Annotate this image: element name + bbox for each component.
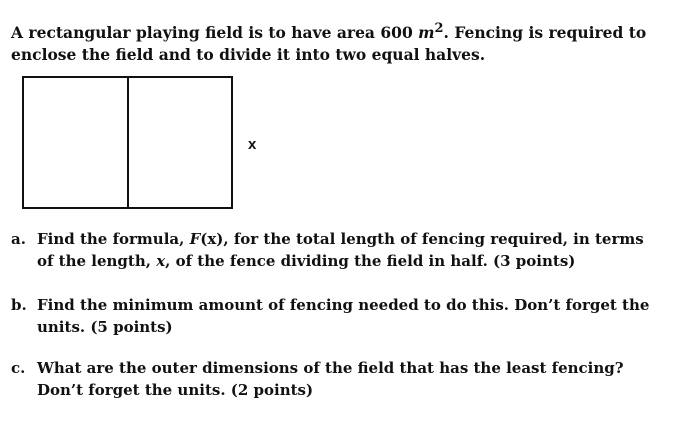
question-a-text-mid: , for the total length of fencing required, in terms of the length, xyxy=(37,230,644,270)
intro-text-end: . Fencing is required to enclose the field and to divide it into two equal halves. xyxy=(11,23,647,65)
function-argument: (x) xyxy=(200,230,224,248)
question-marker: c. xyxy=(11,359,26,377)
question-text xyxy=(37,228,651,272)
question-a-text-end: , of the fence dividing the field in half. (3 points) xyxy=(165,252,576,270)
area-value: 600 xyxy=(380,23,419,43)
question-a-text-start: Find the formula, xyxy=(37,230,190,248)
question-text: Find the minimum amount of fencing needed to do this. Don’t forget the units. (5 points) xyxy=(37,296,650,336)
question-b xyxy=(11,294,651,338)
problem-statement xyxy=(11,18,671,66)
variable-x: x xyxy=(156,252,166,270)
function-name: F xyxy=(189,230,201,248)
field-divider-line xyxy=(127,76,129,209)
question-c xyxy=(11,357,651,401)
question-marker: b. xyxy=(11,296,27,314)
question-marker: a. xyxy=(11,230,26,248)
side-length-label: x xyxy=(248,136,257,153)
intro-text-start: A rectangular playing field is to have area xyxy=(11,23,381,43)
question-a xyxy=(11,228,651,272)
area-unit: m xyxy=(418,23,435,43)
question-text: What are the outer dimensions of the field that has the least fencing? Don’t forget the units. (2 points) xyxy=(37,359,624,399)
area-exponent: 2 xyxy=(434,21,444,36)
